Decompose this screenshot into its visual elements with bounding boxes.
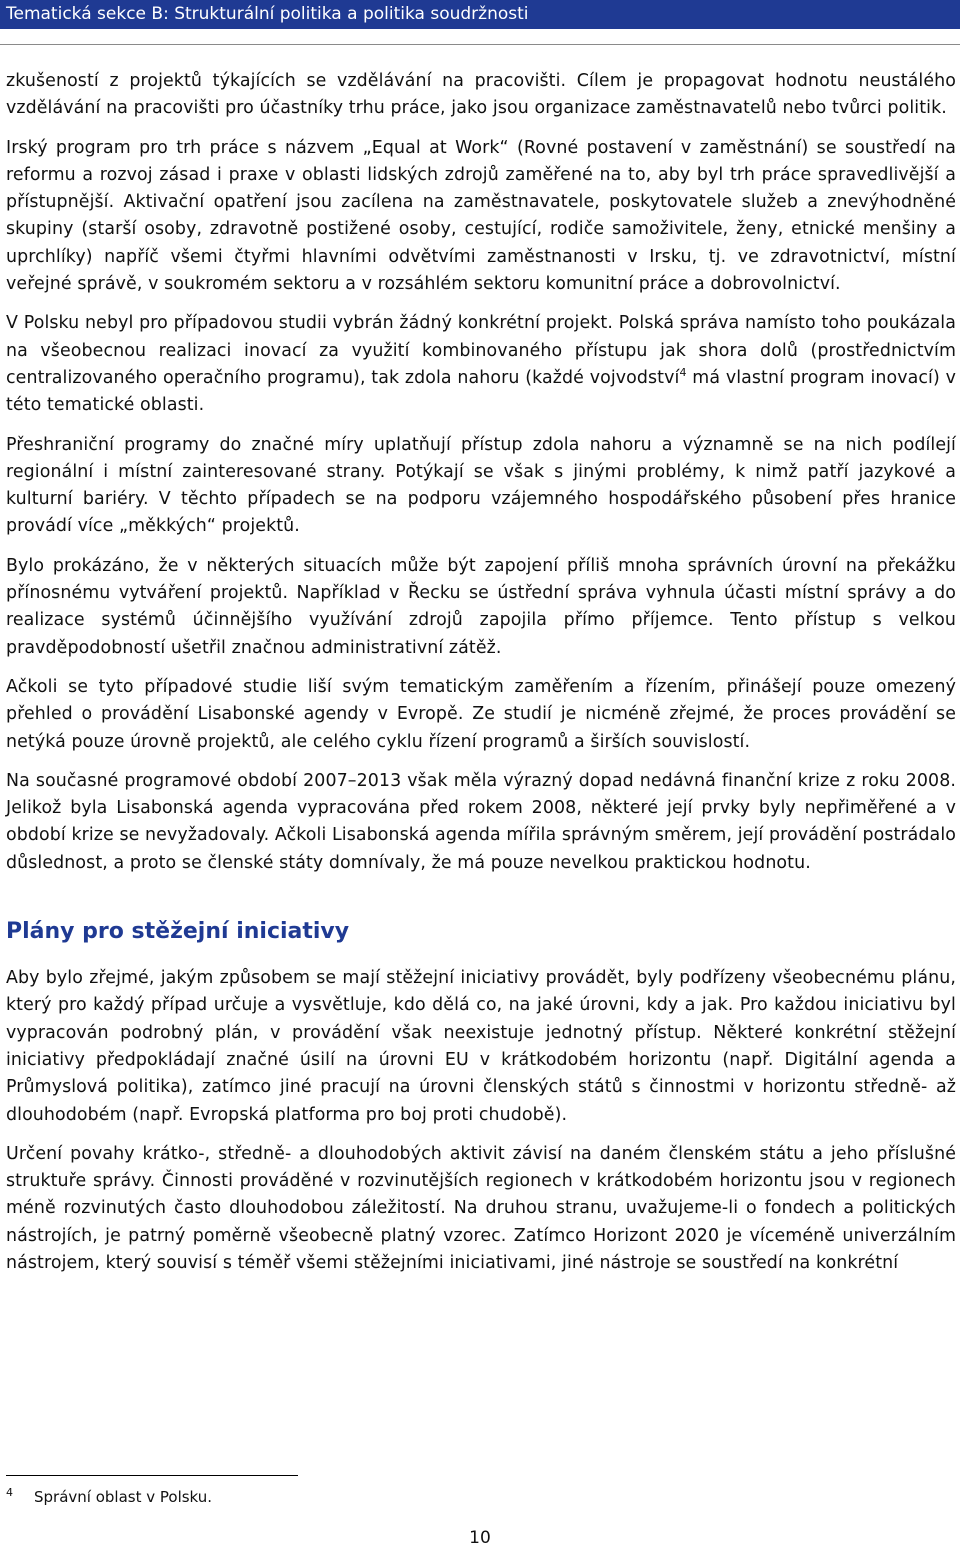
footnote bbox=[6, 1486, 906, 1508]
paragraph-6: Ačkoli se tyto případové studie liší svým tematickým zaměřením a řízením, přinášejí pouze omezený přehled o provádění Lisabonské agendy v Evropě. Ze studií je nicméně zřejmé, že proces provádění se netýká pouze úrovně projektů, ale celého cyklu řízení programů a širších souvislostí. bbox=[6, 676, 956, 752]
paragraph-1: zkušeností z projektů týkajících se vzdělávání na pracovišti. Cílem je propagovat hodnotu neustálého vzdělávání na pracovišti pro účastníky trhu práce, jako jsou organizace zaměstnavatelů nebo tvůrci politik. bbox=[6, 71, 956, 119]
footnote-divider bbox=[6, 1475, 298, 1476]
paragraph-2: Irský program pro trh práce s názvem „Equal at Work“ (Rovné postavení v zaměstnání) se soustředí na reformu a rozvoj zásad i praxe v oblasti lidských zdrojů zaměřené na to, aby byl trh práce spravedlivější a přístupnější. Aktivační opatření jsou zacílena na zaměstnavatele, poskytovatele služeb a znevýhodněné skupiny (starší osoby, zdravotně postižené osoby, cestující, rodiče samoživitele, ženy, etnické menšiny a uprchlíky) napříč všemi čtyřmi hlavními odvětvími zaměstnanosti v Irsku, tj. ve zdravotnictví, místní veřejné správě, v soukromém sektoru a v rozsáhlém sektoru komunitní práce a dobrovolnictví. bbox=[6, 137, 956, 295]
paragraph-9: Určení povahy krátko-, středně- a dlouhodobých aktivit závisí na daném členském státu a jeho příslušné struktuře správy. Činnosti prováděné v rozvinutějších regionech v krátkodobém horizontu jsou v regionech méně rozvinutých často dlouhodobou záležitostí. Na druhou stranu, uvažujeme-li o fondech a politických nástrojích, je patrný poměrně všeobecně platný vzorec. Zatímco Horizont 2020 je víceméně univerzálním nástrojem, který souvisí s téměř všemi stěžejními iniciativami, jiné nástroje se soustředí na konkrétní bbox=[6, 1143, 956, 1273]
paragraph-poland bbox=[6, 310, 956, 419]
page-body bbox=[6, 68, 956, 1289]
paragraph-poland-text-a: V Polsku nebyl pro případovou studii vybrán žádný konkrétní projekt. Polská správa namísto toho poukázala na všeobecnou realizaci inovací za využití kombinovaného přístupu jak shora dolů (prostřednictvím centralizovaného operačního programu), tak zdola nahoru (každé vojvodství bbox=[6, 313, 956, 388]
paragraph-5: Bylo prokázáno, že v některých situacích může být zapojení příliš mnoha správních úrovní na překážku přínosnému vytváření projektů. Například v Řecku se ústřední správa vyhnula účasti místní správy a do realizace systémů účinnějšího využívání zdrojů zapojila přímo příjemce. Tento přístup s velkou pravděpodobností ušetřil značnou administrativní zátěž. bbox=[6, 555, 956, 658]
footnote-mark: 4 bbox=[6, 1486, 13, 1499]
footnote-reference[interactable]: 4 bbox=[679, 366, 687, 380]
section-header-title: Tematická sekce B: Strukturální politika a politika soudržnosti bbox=[6, 4, 529, 24]
paragraph-poland-text-b: má vlastní program inovací) v této tematické oblasti. bbox=[6, 367, 956, 416]
paragraph-8: Aby bylo zřejmé, jakým způsobem se mají stěžejní iniciativy provádět, byly podřízeny všeobecnému plánu, který pro každý případ určuje a vysvětluje, kdo dělá co, na jaké úrovni, kdy a jak. Pro každou iniciativu byl vypracován podrobný plán, v provádění však neexistuje jednotný přístup. Některé konkrétní stěžejní iniciativy předpokládají značné úsilí na úrovni EU v krátkodobém horizontu (např. Digitální agenda a Průmyslová politika), zatímco jiné pracují na úrovni členských států s činnostmi v horizontu středně- až dlouhodobém (např. Evropská platforma pro boj proti chudobě). bbox=[6, 968, 956, 1125]
section-header-bar bbox=[0, 0, 960, 29]
page-number: 10 bbox=[469, 1528, 491, 1548]
footnote-text: Správní oblast v Polsku. bbox=[34, 1488, 213, 1506]
header-divider bbox=[0, 44, 960, 45]
section-heading: Plány pro stěžejní iniciativy bbox=[6, 919, 350, 945]
paragraph-7: Na současné programové období 2007–2013 však měla výrazný dopad nedávná finanční krize z roku 2008. Jelikož byla Lisabonská agenda vypracována před rokem 2008, některé její prvky byly nepřiměřené a v období krize se nevyžadovaly. Ačkoli Lisabonská agenda mířila správným směrem, její provádění postrádalo důslednost, a proto se členské státy domnívaly, že má pouze nevelkou praktickou hodnotu. bbox=[6, 770, 956, 873]
paragraph-4: Přeshraniční programy do značné míry uplatňují přístup zdola nahoru a významně se na nich podílejí regionální i místní zainteresované strany. Potýkají se však s jinými problémy, k nimž patří jazykové a kulturní bariéry. V těchto případech se na podporu vzájemného hospodářského působení přes hranice provádí více „měkkých“ projektů. bbox=[6, 434, 956, 537]
